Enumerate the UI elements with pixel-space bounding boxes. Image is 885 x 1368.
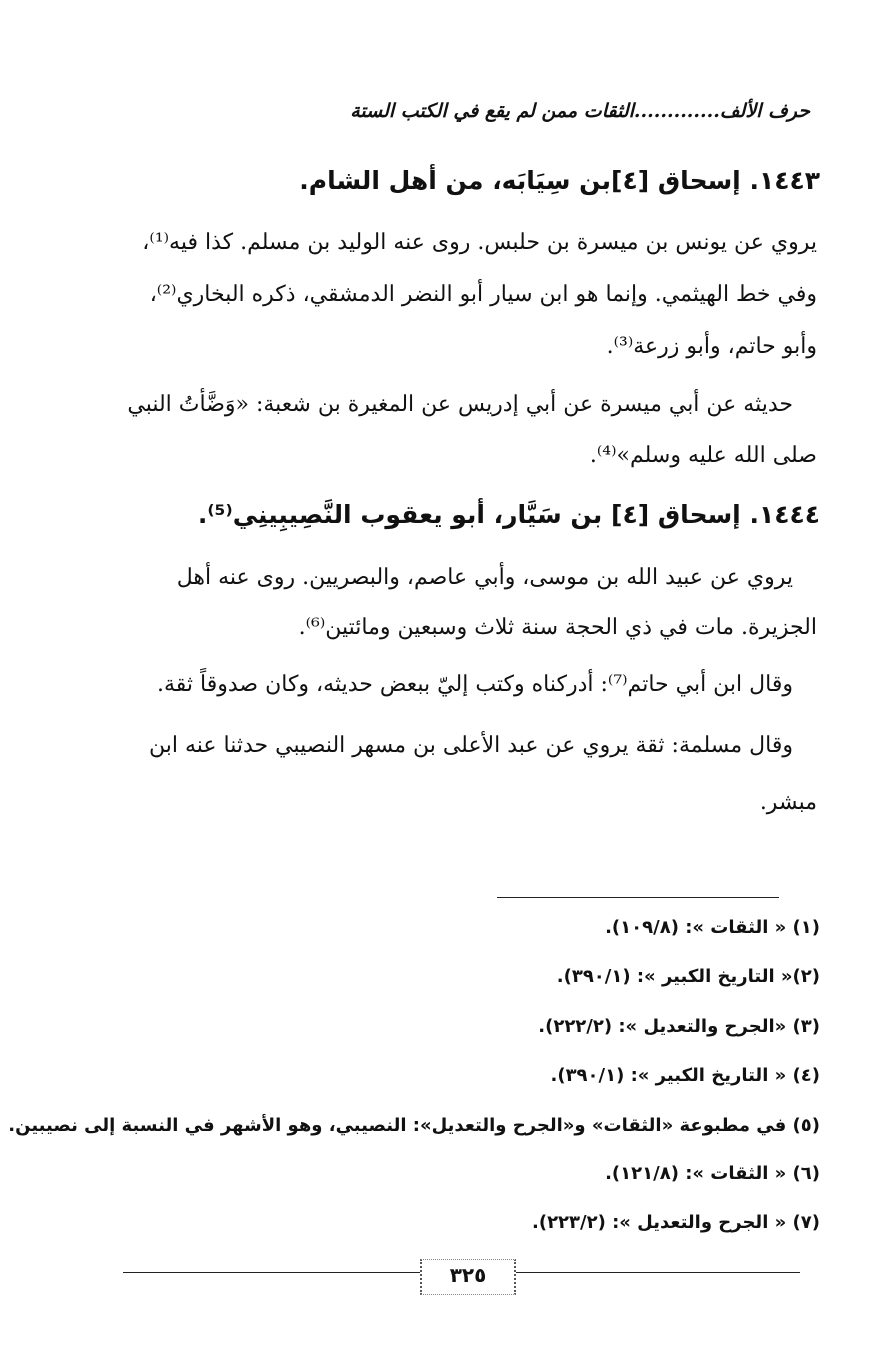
footnote-5: (٥) في مطبوعة «الثقات» و«الجرح والتعديل»: النصيبي، وهو الأشهر في النسبة إلى نصيبين. [8,1115,820,1136]
entry-title-1443: ١٤٤٣. إسحاق [٤]بن سِيَابَه، من أهل الشام. [299,166,820,195]
entry-1443-line-5: صلى الله عليه وسلم»⁽⁴⁾. [589,443,817,468]
footnote-4: (٤) « التاريخ الكبير »: (٣٩٠/١). [550,1065,820,1086]
footnote-1: (١) « الثقات »: (١٠٩/٨). [605,917,820,938]
entry-1443-line-4: حديثه عن أبي ميسرة عن أبي إدريس عن المغيرة بن شعبة: «وَضَّأتُ النبي [127,392,793,417]
entry-1443-line-3: وأبو حاتم، وأبو زرعة⁽³⁾. [606,334,817,359]
page-number: ٣٢٥ [420,1259,516,1295]
entry-1444-line-4: وقال مسلمة: ثقة يروي عن عبد الأعلى بن مسهر النصيبي حدثنا عنه ابن [149,733,793,758]
footer-rule-left [123,1272,420,1273]
running-header: حرف الألف.............الثقات ممن لم يقع في الكتب الستة [350,100,810,122]
entry-1443-line-1: يروي عن يونس بن ميسرة بن حلبس. روى عنه الوليد بن مسلم. كذا فيه⁽¹⁾، [142,230,817,255]
footnote-separator [497,897,779,898]
footer-rule-right [512,1272,800,1273]
footnote-6: (٦) « الثقات »: (١٢١/٨). [605,1163,820,1184]
entry-title-1444: ١٤٤٤. إسحاق [٤] بن سَيَّار، أبو يعقوب النَّصِيبِينِي⁽⁵⁾. [197,500,820,529]
entry-1444-line-1: يروي عن عبيد الله بن موسى، وأبي عاصم، والبصريين. روى عنه أهل [176,565,793,590]
footnote-7: (٧) « الجرح والتعديل »: (٢٢٣/٢). [531,1212,820,1233]
entry-1444-line-5: مبشر. [759,790,817,815]
entry-1444-line-3: وقال ابن أبي حاتم⁽⁷⁾: أدركناه وكتب إليّ ببعض حديثه، وكان صدوقاً ثقة. [157,672,793,697]
entry-1443-line-2: وفي خط الهيثمي. وإنما هو ابن سيار أبو النضر الدمشقي، ذكره البخاري⁽²⁾، [149,282,817,307]
entry-1444-line-2: الجزيرة. مات في ذي الحجة سنة ثلاث وسبعين ومائتين⁽⁶⁾. [298,615,817,640]
footnote-2: (٢)« التاريخ الكبير »: (٣٩٠/١). [556,966,820,987]
footnote-3: (٣) «الجرح والتعديل »: (٢٢٢/٢). [538,1016,820,1037]
